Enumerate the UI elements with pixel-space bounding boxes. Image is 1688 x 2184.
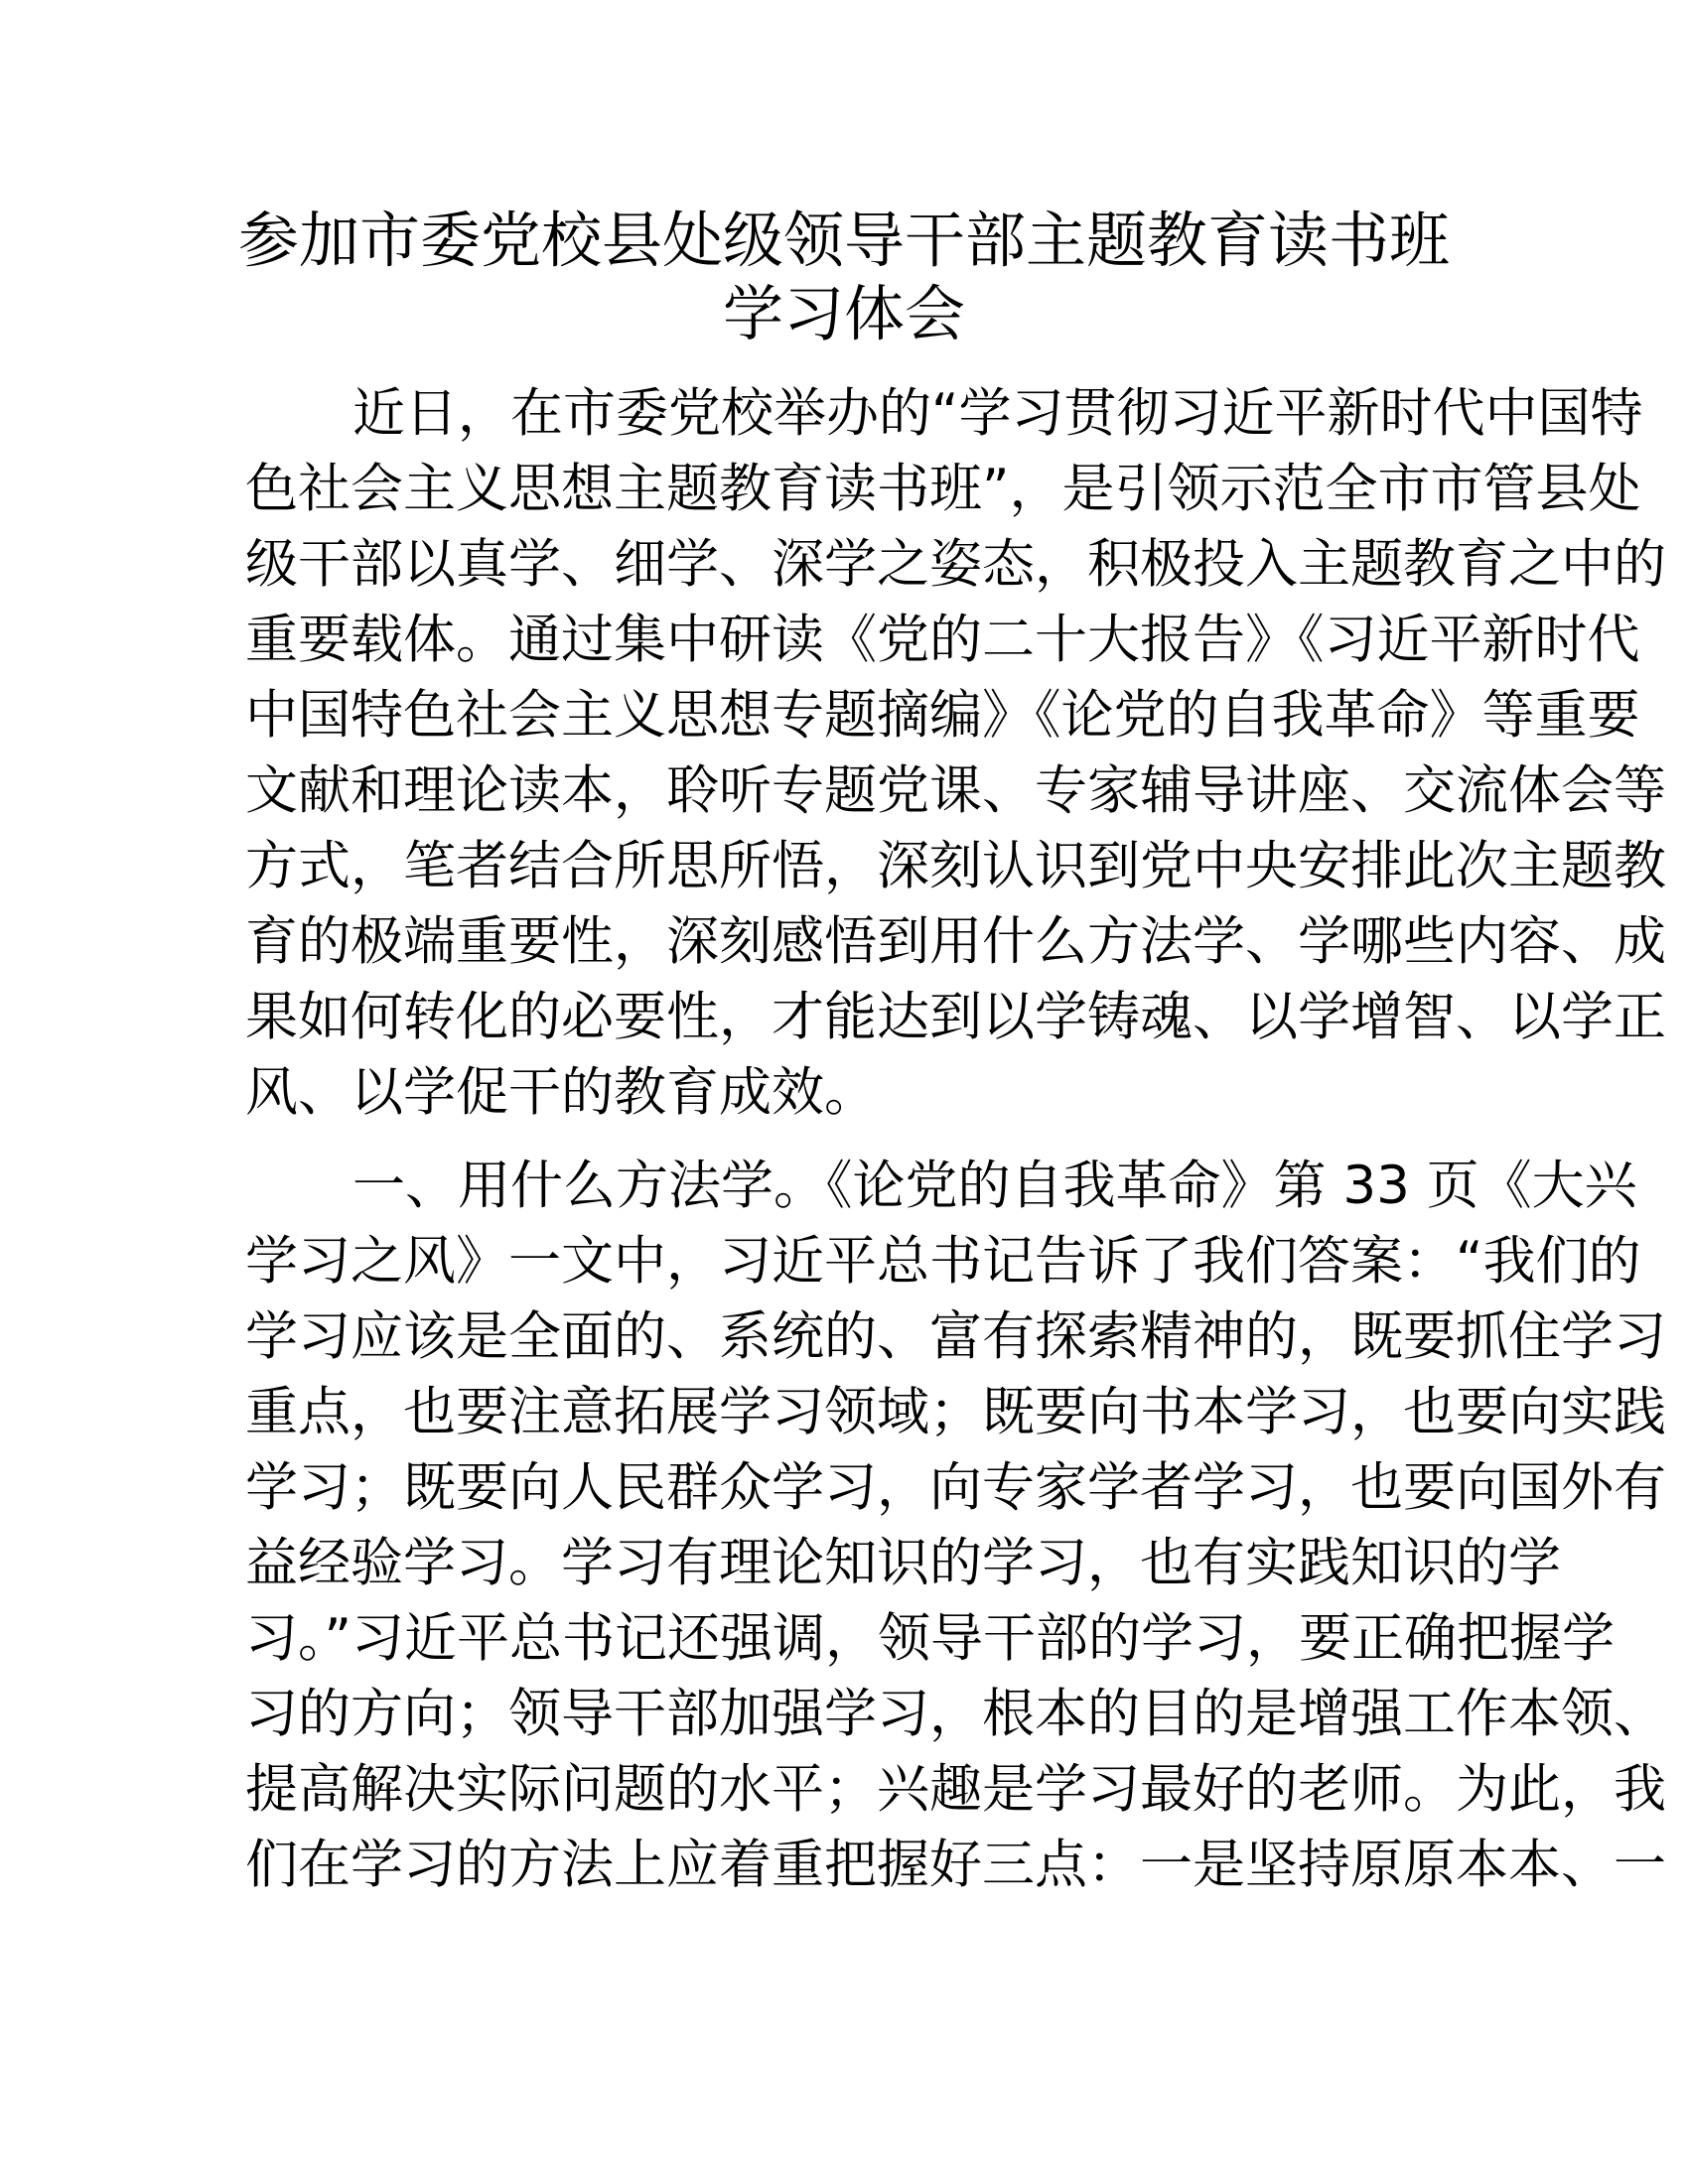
text-line: 习的方向；领导干部加强学习，根本的目的是增强工作本领、 [245,1684,1666,1744]
text-line: 学习之风》一文中，习近平总书记告诉了我们答案：“我们的 [245,1231,1641,1292]
text-line: 文献和理论读本，聆听专题党课、专家辅导讲座、交流体会等 [245,760,1666,821]
text-line: 方式，笔者结合所思所悟，深刻认识到党中央安排此次主题教 [245,836,1666,896]
text-line: 近日，在市委党校举办的“学习贯彻习近平新时代中国特 [352,383,1643,444]
text-line: 提高解决实际问题的水平；兴趣是学习最好的老师。为此，我 [245,1759,1666,1820]
text-line: 习。”习近平总书记还强调，领导干部的学习，要正确把握学 [245,1608,1615,1669]
text-line: 级干部以真学、细学、深学之姿态，积极投入主题教育之中的 [245,534,1666,595]
text-line: 风、以学促干的教育成效。 [245,1062,877,1123]
text-line: 色社会主义思想主题教育读书班”，是引领示范全市市管县处 [245,459,1641,519]
document-body [245,376,1666,1921]
text-line: 育的极端重要性，深刻感悟到用什么方法学、学哪些内容、成 [245,911,1666,972]
text-line: 学习应该是全面的、系统的、富有探索精神的，既要抓住学习 [245,1306,1666,1367]
text-line: 重点，也要注意拓展学习领域；既要向书本学习，也要向实践 [245,1382,1666,1442]
paragraph-section-1 [245,1149,1666,1903]
text-line: 们在学习的方法上应着重把握好三点：一是坚持原原本本、一 [245,1835,1666,1895]
text-line: 中国特色社会主义思想专题摘编》《论党的自我革命》等重要 [245,685,1640,746]
text-line: 一、用什么方法学。《论党的自我革命》第 33 页《大兴 [352,1156,1637,1216]
text-line: 重要载体。通过集中研读《党的二十大报告》《习近平新时代 [245,610,1640,670]
text-line: 学习；既要向人民群众学习，向专家学者学习，也要向国外有 [245,1457,1666,1518]
title-line-1: 参加市委党校县处级领导干部主题教育读书班 [237,205,1450,276]
text-line: 果如何转化的必要性，才能达到以学铸魂、以学增智、以学正 [245,987,1666,1047]
document-title [228,205,1460,351]
paragraph-intro [245,376,1666,1131]
text-line: 益经验学习。学习有理论知识的学习，也有实践知识的学 [245,1533,1561,1593]
title-line-2: 学习体会 [722,279,965,349]
